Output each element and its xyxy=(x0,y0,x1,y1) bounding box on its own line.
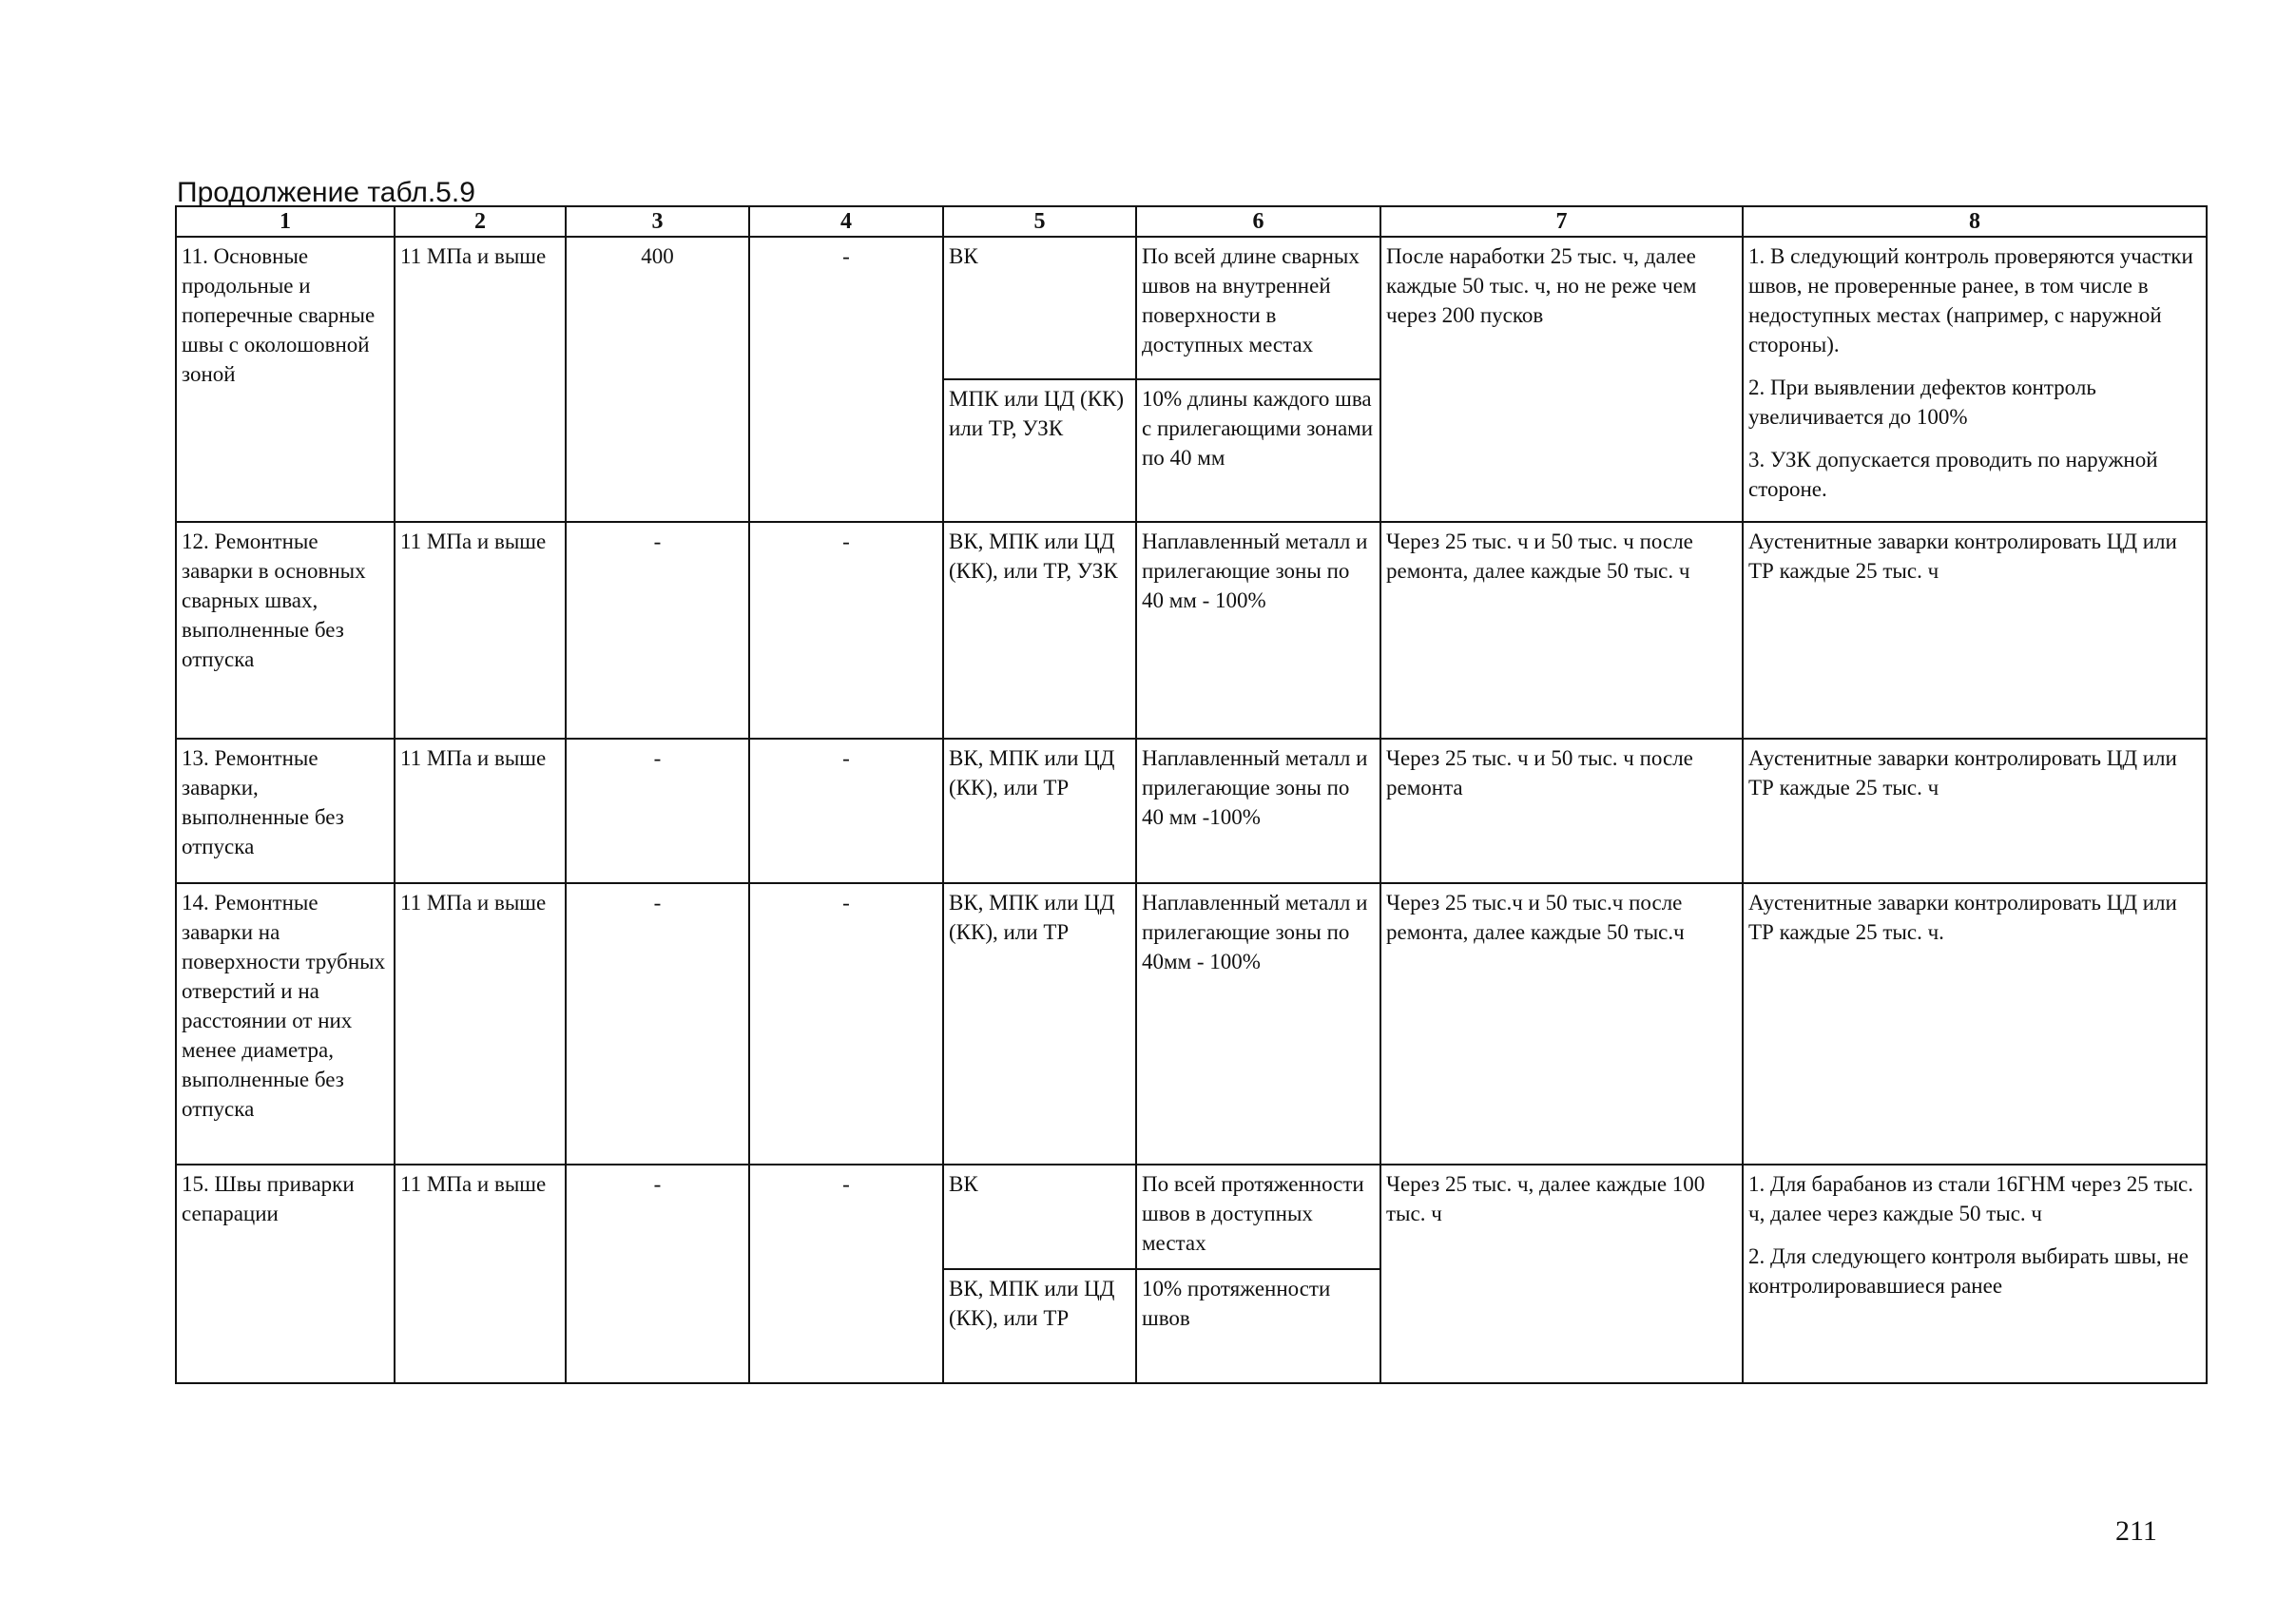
method-cell: ВК, МПК или ЦД (КК), или ТР, УЗК xyxy=(943,522,1136,739)
column-header: 4 xyxy=(749,206,943,237)
element-cell: 14. Ремонтные заварки на поверхности трубных отверстий и на расстоянии от них менее диаметра, выполненные без отпуска xyxy=(176,883,395,1165)
element-cell: 12. Ремонтные заварки в основных сварных швах, выполненные без отпуска xyxy=(176,522,395,739)
value-cell: - xyxy=(749,237,943,522)
value-cell: - xyxy=(566,739,749,883)
interval-cell: Через 25 тыс.ч и 50 тыс.ч после ремонта, далее каждые 50 тыс.ч xyxy=(1380,883,1743,1165)
value-cell: - xyxy=(749,1165,943,1383)
element-cell: 11. Основные продольные и поперечные сварные швы с околошовной зоной xyxy=(176,237,395,522)
column-header: 3 xyxy=(566,206,749,237)
note-paragraph: 1. В следующий контроль проверяются участки швов, не проверенные ранее, в том числе в недоступных местах (например, с наружной стороны). xyxy=(1748,244,2193,356)
element-cell: 15. Швы приварки сепарации xyxy=(176,1165,395,1383)
table-row xyxy=(176,883,2207,1165)
scope-cell: 10% протяженности швов xyxy=(1136,1269,1380,1383)
notes-cell xyxy=(1743,1165,2207,1383)
interval-cell: Через 25 тыс. ч и 50 тыс. ч после ремонта, далее каждые 50 тыс. ч xyxy=(1380,522,1743,739)
interval-cell: Через 25 тыс. ч и 50 тыс. ч после ремонта xyxy=(1380,739,1743,883)
element-cell: 13. Ремонтные заварки, выполненные без отпуска xyxy=(176,739,395,883)
table-row xyxy=(176,1165,2207,1269)
notes-cell: Аустенитные заварки контролировать ЦД или ТР каждые 25 тыс. ч xyxy=(1743,522,2207,739)
value-cell: - xyxy=(566,883,749,1165)
interval-cell: Через 25 тыс. ч, далее каждые 100 тыс. ч xyxy=(1380,1165,1743,1383)
value-cell: - xyxy=(566,522,749,739)
scope-cell: По всей протяженности швов в доступных местах xyxy=(1136,1165,1380,1269)
column-header: 6 xyxy=(1136,206,1380,237)
scope-cell: Наплавленный металл и прилегающие зоны по 40 мм - 100% xyxy=(1136,522,1380,739)
interval-cell: После наработки 25 тыс. ч, далее каждые 50 тыс. ч, но не реже чем через 200 пусков xyxy=(1380,237,1743,522)
table-caption: Продолжение табл.5.9 xyxy=(177,177,475,208)
scope-cell: 10% длины каждого шва с прилегающими зонами по 40 мм xyxy=(1136,379,1380,522)
pressure-cell: 11 МПа и выше xyxy=(395,883,566,1165)
method-cell: ВК xyxy=(943,1165,1136,1269)
scope-cell: По всей длине сварных швов на внутренней поверхности в доступных местах xyxy=(1136,237,1380,379)
pressure-cell: 11 МПа и выше xyxy=(395,739,566,883)
method-cell: ВК, МПК или ЦД (КК), или ТР xyxy=(943,739,1136,883)
column-header: 8 xyxy=(1743,206,2207,237)
notes-cell: Аустенитные заварки контролировать ЦД или ТР каждые 25 тыс. ч. xyxy=(1743,883,2207,1165)
method-cell: ВК, МПК или ЦД (КК), или ТР xyxy=(943,1269,1136,1383)
value-cell: - xyxy=(566,1165,749,1383)
column-header: 2 xyxy=(395,206,566,237)
column-header: 1 xyxy=(176,206,395,237)
pressure-cell: 11 МПа и выше xyxy=(395,1165,566,1383)
notes-cell: Аустенитные заварки контролировать ЦД или ТР каждые 25 тыс. ч xyxy=(1743,739,2207,883)
note-paragraph: 3. УЗК допускается проводить по наружной стороне. xyxy=(1748,448,2158,501)
value-cell: 400 xyxy=(566,237,749,522)
method-cell: ВК, МПК или ЦД (КК), или ТР xyxy=(943,883,1136,1165)
value-cell: - xyxy=(749,883,943,1165)
table-row xyxy=(176,237,2207,379)
note-paragraph: 2. При выявлении дефектов контроль увеличивается до 100% xyxy=(1748,376,2096,429)
column-header: 5 xyxy=(943,206,1136,237)
inspection-table xyxy=(175,205,2208,1384)
notes-cell xyxy=(1743,237,2207,522)
scope-cell: Наплавленный металл и прилегающие зоны по 40 мм -100% xyxy=(1136,739,1380,883)
column-header: 7 xyxy=(1380,206,1743,237)
table-row xyxy=(176,739,2207,883)
page-number: 211 xyxy=(2115,1515,2157,1547)
note-paragraph: 2. Для следующего контроля выбирать швы, не контролировавшиеся ранее xyxy=(1748,1244,2189,1298)
pressure-cell: 11 МПа и выше xyxy=(395,237,566,522)
header-row xyxy=(176,206,2207,237)
value-cell: - xyxy=(749,522,943,739)
value-cell: - xyxy=(749,739,943,883)
method-cell: ВК xyxy=(943,237,1136,379)
note-paragraph: 1. Для барабанов из стали 16ГНМ через 25 тыс. ч, далее через каждые 50 тыс. ч xyxy=(1748,1172,2193,1225)
method-cell: МПК или ЦД (КК) или ТР, УЗК xyxy=(943,379,1136,522)
table-row xyxy=(176,522,2207,739)
pressure-cell: 11 МПа и выше xyxy=(395,522,566,739)
scope-cell: Наплавленный металл и прилегающие зоны по 40мм - 100% xyxy=(1136,883,1380,1165)
